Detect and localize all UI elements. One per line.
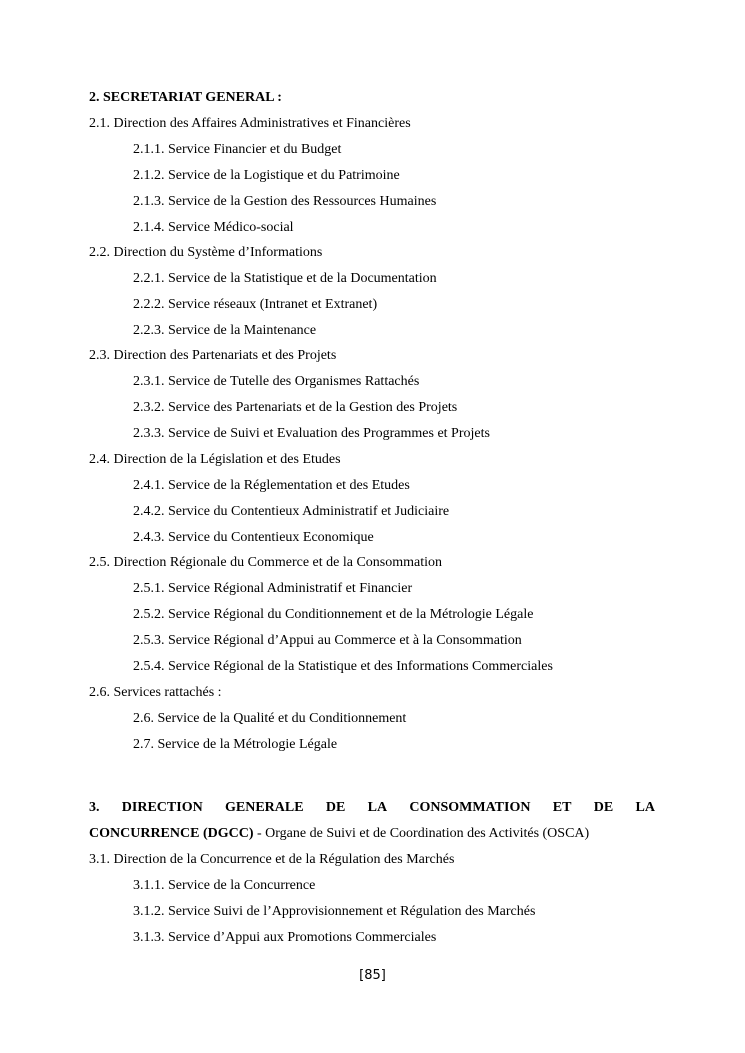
service-2-6: 2.6. Service de la Qualité et du Conditionnement [133, 711, 407, 726]
service-2-2-2: 2.2.2. Service réseaux (Intranet et Extranet) [133, 297, 378, 312]
service-2-2-3: 2.2.3. Service de la Maintenance [133, 323, 317, 338]
service-2-7: 2.7. Service de la Métrologie Légale [133, 737, 338, 752]
service-2-4-2: 2.4.2. Service du Contentieux Administratif et Judiciaire [133, 504, 450, 519]
service-2-2-1: 2.2.1. Service de la Statistique et de la Documentation [133, 271, 437, 286]
service-2-3-1: 2.3.1. Service de Tutelle des Organismes Rattachés [133, 374, 420, 389]
service-2-5-2: 2.5.2. Service Régional du Conditionnement et de la Métrologie Légale [133, 607, 534, 622]
service-2-3-3: 2.3.3. Service de Suivi et Evaluation des Programmes et Projets [133, 426, 490, 441]
service-2-5-3: 2.5.3. Service Régional d’Appui au Commerce et à la Consommation [133, 633, 522, 648]
direction-2-4: 2.4. Direction de la Législation et des Etudes [89, 452, 341, 467]
heading-word: DE [325, 800, 346, 815]
service-3-1-1: 3.1.1. Service de la Concurrence [133, 878, 316, 893]
service-2-3-2: 2.3.2. Service des Partenariats et de la Gestion des Projets [133, 400, 458, 415]
heading-word: GENERALE [225, 800, 304, 815]
direction-2-1: 2.1. Direction des Affaires Administratives et Financières [89, 116, 411, 131]
heading-word: DIRECTION [121, 800, 203, 815]
service-2-5-1: 2.5.1. Service Régional Administratif et Financier [133, 581, 413, 596]
dgcc-title: CONCURRENCE (DGCC) [89, 826, 254, 841]
heading-word: CONSOMMATION [409, 800, 531, 815]
heading-word: LA [635, 800, 655, 815]
heading-word: ET [552, 800, 572, 815]
heading-word: DE [593, 800, 614, 815]
service-3-1-2: 3.1.2. Service Suivi de l’Approvisionnement et Régulation des Marchés [133, 904, 536, 919]
direction-2-2: 2.2. Direction du Système d’Informations [89, 245, 323, 260]
service-2-4-3: 2.4.3. Service du Contentieux Economique [133, 530, 374, 545]
heading-word: 3. [89, 800, 100, 815]
section-3-heading [89, 800, 655, 816]
direction-2-3: 2.3. Direction des Partenariats et des Projets [89, 348, 337, 363]
service-2-5-4: 2.5.4. Service Régional de la Statistique et des Informations Commerciales [133, 659, 553, 674]
direction-2-5: 2.5. Direction Régionale du Commerce et de la Consommation [89, 555, 443, 570]
service-3-1-3: 3.1.3. Service d’Appui aux Promotions Commerciales [133, 930, 437, 945]
section-3-heading-continued [89, 826, 589, 842]
service-2-1-3: 2.1.3. Service de la Gestion des Ressources Humaines [133, 194, 437, 209]
heading-word: LA [367, 800, 388, 815]
services-rattaches-heading: 2.6. Services rattachés : [89, 685, 222, 700]
direction-3-1: 3.1. Direction de la Concurrence et de la Régulation des Marchés [89, 852, 455, 867]
service-2-1-2: 2.1.2. Service de la Logistique et du Patrimoine [133, 168, 400, 183]
service-2-1-4: 2.1.4. Service Médico-social [133, 220, 294, 235]
section-2-heading: 2. SECRETARIAT GENERAL : [89, 90, 282, 105]
service-2-1-1: 2.1.1. Service Financier et du Budget [133, 142, 342, 157]
service-2-4-1: 2.4.1. Service de la Réglementation et des Etudes [133, 478, 410, 493]
osca-subtitle: - Organe de Suivi et de Coordination des Activités (OSCA) [253, 826, 590, 841]
page-number: [85] [359, 968, 386, 983]
